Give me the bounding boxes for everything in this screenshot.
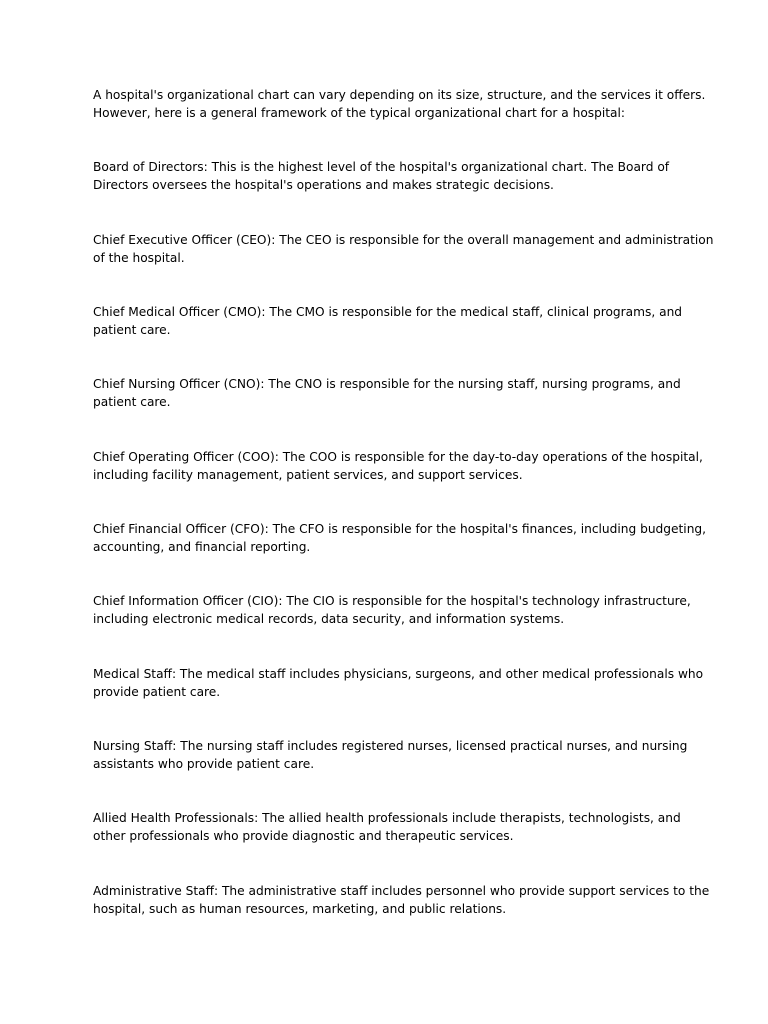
text-line: hospital, such as human resources, marketing, and public relations.	[93, 902, 507, 916]
text-line: provide patient care.	[93, 685, 221, 699]
intro-paragraph	[93, 86, 706, 122]
cno-paragraph	[93, 375, 683, 411]
coo-paragraph	[93, 448, 703, 484]
text-line: including electronic medical records, data security, and information systems.	[93, 612, 565, 626]
allied-health-paragraph	[93, 809, 683, 845]
nursing-staff-paragraph	[93, 737, 688, 773]
text-line: Allied Health Professionals: The allied health professionals include therapists, technologists, and	[93, 811, 681, 825]
text-line: Nursing Staff: The nursing staff includes registered nurses, licensed practical nurses, and nursing	[93, 739, 688, 753]
text-line: other professionals who provide diagnostic and therapeutic services.	[93, 829, 514, 843]
text-line: Board of Directors: This is the highest level of the hospital's organizational chart. The Board of	[93, 160, 670, 174]
text-line: Administrative Staff: The administrative staff includes personnel who provide support services to the	[93, 884, 710, 898]
text-line: Chief Information Officer (CIO): The CIO is responsible for the hospital's technology infrastructure,	[93, 594, 691, 608]
text-line: Medical Staff: The medical staff includes physicians, surgeons, and other medical professionals who	[93, 667, 704, 681]
text-line: Chief Medical Officer (CMO): The CMO is responsible for the medical staff, clinical programs, and	[93, 305, 683, 319]
cio-paragraph	[93, 592, 691, 628]
text-line: Directors oversees the hospital's operations and makes strategic decisions.	[93, 178, 554, 192]
board-of-directors-paragraph	[93, 158, 683, 194]
text-line: Chief Operating Officer (COO): The COO is responsible for the day-to-day operations of the hospital,	[93, 450, 703, 464]
text-line: However, here is a general framework of the typical organizational chart for a hospital:	[93, 106, 626, 120]
medical-staff-paragraph	[93, 665, 704, 701]
text-line: Chief Financial Officer (CFO): The CFO is responsible for the hospital's finances, including budgeting,	[93, 522, 707, 536]
text-line: assistants who provide patient care.	[93, 757, 315, 771]
administrative-staff-paragraph	[93, 882, 710, 918]
text-line: including facility management, patient services, and support services.	[93, 468, 523, 482]
text-line: A hospital's organizational chart can vary depending on its size, structure, and the services it offers.	[93, 88, 706, 102]
ceo-paragraph	[93, 231, 714, 267]
text-line: of the hospital.	[93, 251, 185, 265]
text-line: Chief Nursing Officer (CNO): The CNO is responsible for the nursing staff, nursing programs, and	[93, 377, 681, 391]
cmo-paragraph	[93, 303, 683, 339]
cfo-paragraph	[93, 520, 707, 556]
text-line: accounting, and financial reporting.	[93, 540, 311, 554]
text-line: Chief Executive Officer (CEO): The CEO is responsible for the overall management and administration	[93, 233, 714, 247]
text-line: patient care.	[93, 395, 171, 409]
text-line: patient care.	[93, 323, 171, 337]
